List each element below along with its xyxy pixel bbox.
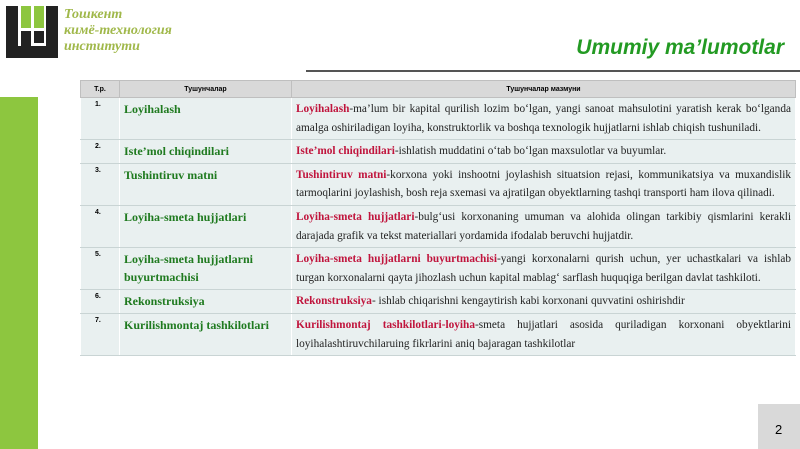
table-row — [81, 248, 796, 290]
description-text: -korxona yoki inshootni joylashish situatsion rejasi, kommunikatsiya va muxandislik tarmoqlarini joylashish, bosh reja sxemasi va ajratilgan obyektlarning tashqi transporti ham ilova qilinadi. — [296, 168, 791, 200]
table-header-row — [81, 81, 796, 98]
table-row — [81, 205, 796, 247]
terms-table-container — [80, 80, 795, 356]
row-number: 1. — [81, 98, 120, 140]
term-highlight: Iste’mol chiqindilari — [296, 145, 395, 158]
row-number: 3. — [81, 163, 120, 205]
term-highlight: Tushintiruv matni — [296, 168, 387, 181]
row-term: Rekonstruksiya — [120, 290, 292, 314]
table-row — [81, 98, 796, 140]
description-text: - ishlab chiqarishni kengaytirish kabi korxonani quvvatini oshirishdir — [371, 295, 685, 308]
table-row — [81, 163, 796, 205]
row-description — [292, 163, 796, 205]
row-description — [292, 98, 796, 140]
page-number: 2 — [775, 422, 783, 437]
description-text: -smeta hujjatlari asosida quriladigan korxonani obyektlarini loyihalashtiruvchilaruing fikrlarini aniq bajaragan tashkilotlar — [296, 318, 791, 350]
row-number: 4. — [81, 205, 120, 247]
institute-line-2: кимё-технология — [64, 23, 172, 38]
term-highlight: Loyiha-smeta hujjatlarni buyurtmachisi — [296, 253, 497, 266]
description-text: -ishlatish muddatini o‘tab bo‘lgan maxsulotlar va buyumlar. — [394, 145, 667, 158]
row-term: Tushintiruv matni — [120, 163, 292, 205]
terms-table — [80, 80, 796, 356]
description-text: -yangi korxonalarni qurish uchun, yer uchastkalari va ishlab turgan korxonalarni qayta jihozlash uchun kapital mablag‘ sarflash huquqiga berilgan davlat tashkiloti. — [296, 253, 792, 284]
institute-line-1: Тошкент — [64, 7, 123, 22]
row-number: 5. — [81, 248, 120, 290]
row-description — [292, 313, 796, 355]
slide-title: Umumiy ma’lumotlar — [576, 36, 784, 59]
table-row — [81, 290, 796, 314]
term-highlight: Loyiha-smeta hujjatlari — [296, 210, 415, 223]
row-term: Loyihalash — [120, 98, 292, 140]
table-row — [81, 140, 796, 164]
row-description — [292, 205, 796, 247]
header-meaning: Тушунчалар мазмуни — [292, 81, 796, 98]
institute-name — [64, 7, 172, 55]
row-term: Kurilishmontaj tashkilotlari — [120, 313, 292, 355]
row-description — [292, 248, 796, 290]
row-term: Loyiha-smeta hujjatlarni buyurtmachisi — [120, 248, 292, 290]
row-number: 7. — [81, 313, 120, 355]
row-term: Loyiha-smeta hujjatlari — [120, 205, 292, 247]
row-number: 6. — [81, 290, 120, 314]
institute-logo-icon — [6, 6, 58, 58]
title-underline — [306, 70, 800, 72]
row-description — [292, 290, 796, 314]
table-row — [81, 313, 796, 355]
row-term: Iste’mol chiqindilari — [120, 140, 292, 164]
description-text: -ma’lum bir kapital qurilish lozim bo‘lgan, yangi sanoat mahsulotini yaratish kerak bo‘lganda amalga oshiriladigan loyiha, konstruktorlik va boshqa texnologik hujjatlarni ishlab chiqish tushuniladi. — [296, 103, 791, 134]
side-accent-bar — [0, 97, 38, 449]
description-text: -bulg‘usi korxonaning umuman va alohida olingan tarkibiy qismlarini kerakli darajada grafik va tekst materiallari yordamida ifodalab beruvchi hujjatdir. — [296, 210, 791, 242]
row-number: 2. — [81, 140, 120, 164]
term-highlight: Kurilishmontaj tashkilotlari-loyiha — [296, 318, 475, 331]
row-description — [292, 140, 796, 164]
header-num: Т.р. — [81, 81, 120, 98]
term-highlight: Rekonstruksiya — [296, 295, 372, 308]
header-term: Тушунчалар — [120, 81, 292, 98]
term-highlight: Loyihalash — [296, 103, 350, 115]
institute-line-3: институти — [64, 39, 140, 54]
